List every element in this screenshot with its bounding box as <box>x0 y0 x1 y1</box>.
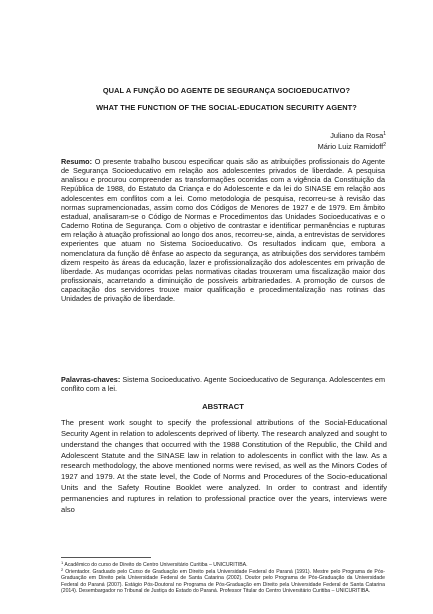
author-2-footnote-mark: 2 <box>383 142 386 148</box>
author-1-footnote-mark: 1 <box>383 131 386 137</box>
resumo-text: O presente trabalho buscou especificar quais são as atribuições profissionais do Agente de Segurança Socioeducativo em relação aos adolescentes privados de liberdade. A pesquisa analisou e procurou compreender as transformações ocorridas com a vigência da Constituição da República de 1988, do Estatuto da Criança e do Adolescente e da lei do SINASE em relação aos adolescentes em conflitos com a lei. Como metodologia de pesquisa, recorreu-se à revisão das normas supramencionadas, assim como dos Códigos de Menores de 1927 e de 1979. Em âmbito estadual, analisaram-se o Código de Normas e Procedimentos das Unidades Socioeducativas e o Caderno Rotina de Segurança. Com o objetivo de contrastar e identificar permanências e rupturas em relação à atuação profissional ao longo dos anos, recorreu-se, ainda, a entrevistas de servidores experientes que atuam no Sistema Socioeducativo. Os resultados indicam que, embora a nomenclatura da função dê ênfase ao aspecto da segurança, as atribuições dos servidores também dizem respeito às áreas da educação, lazer e profissionalização dos adolescentes em privação de liberdade. As mudanças ocorridas pelas normativas citadas trouxeram uma fiscalização maior dos profissionais, acarretando a diminuição de possíveis arbitrariedades. A promoção de cursos de capacitação dos servidores trouxe maior qualificação e procedimentalização nas rotinas das Unidades de privação de liberdade. <box>61 157 386 304</box>
footnote-1-text: Acadêmico do curso de Direito do Centro Universitário Curitiba – UNICURITIBA. <box>64 562 248 568</box>
keywords-label: Palavras-chaves: <box>61 375 121 384</box>
resumo-paragraph <box>61 157 385 304</box>
abstract-heading: ABSTRACT <box>202 402 244 411</box>
title-english: WHAT THE FUNCTION OF THE SOCIAL-EDUCATION SECURITY AGENT? <box>96 103 357 112</box>
author-2-name: Mário Luiz Ramidoff <box>317 142 384 151</box>
footnote-divider <box>61 557 151 558</box>
footnote-2-mark: 2 <box>61 567 64 572</box>
keywords-paragraph <box>61 375 385 393</box>
author-1 <box>330 131 386 140</box>
footnote-2 <box>61 567 385 594</box>
footnote-1-mark: 1 <box>61 560 64 565</box>
author-1-name: Juliano da Rosa <box>330 131 384 140</box>
footnote-2-text: Orientador. Graduado pelo Curso de Graduação em Direito pela Universidade Federal do Paraná (1991). Mestre pelo Programa de Pós-Graduação em Direito pela Universidade Federal de Santa Catarina (2002). Doutor pelo Programa de Pós-Graduação da Universidade Federal do Paraná (2007). Estágio Pós-Doutoral no Programa de Pós-Graduação em Direito pela Universidade Federal de Santa Catarina (2014). Desembargador no Tribunal de Justiça do Estado do Paraná. Professor Titular do Centro Universitário Curitiba – UNICURITIBA. <box>61 569 386 594</box>
keywords-text: Sistema Socioeducativo. Agente Socioeducativo de Segurança. Adolescentes em conflito com a lei. <box>61 375 386 394</box>
abstract-text: The present work sought to specify the professional attributions of the Social-Educational Security Agent in relation to adolescents deprived of liberty. The research analyzed and sought to understand the changes that occurred with the 1988 Constitution of the Republic, the Child and Adolescent Statute and the SINASE law in relation to adolescents in conflict with the law. As a research methodology, the above mentioned norms were revised, as well as the Minors Codes of 1927 and 1979. At the state level, the Code of Norms and Procedures of the Socio-educational Units and the Safety Routine Booklet were analyzed. In order to contrast and identify permanencies and ruptures in relation to professional practice over the years, interviews were also <box>61 418 387 514</box>
title-portuguese: QUAL A FUNÇÃO DO AGENTE DE SEGURANÇA SOCIOEDUCATIVO? <box>102 86 351 95</box>
author-2 <box>318 142 386 151</box>
resumo-label: Resumo: <box>61 157 93 166</box>
